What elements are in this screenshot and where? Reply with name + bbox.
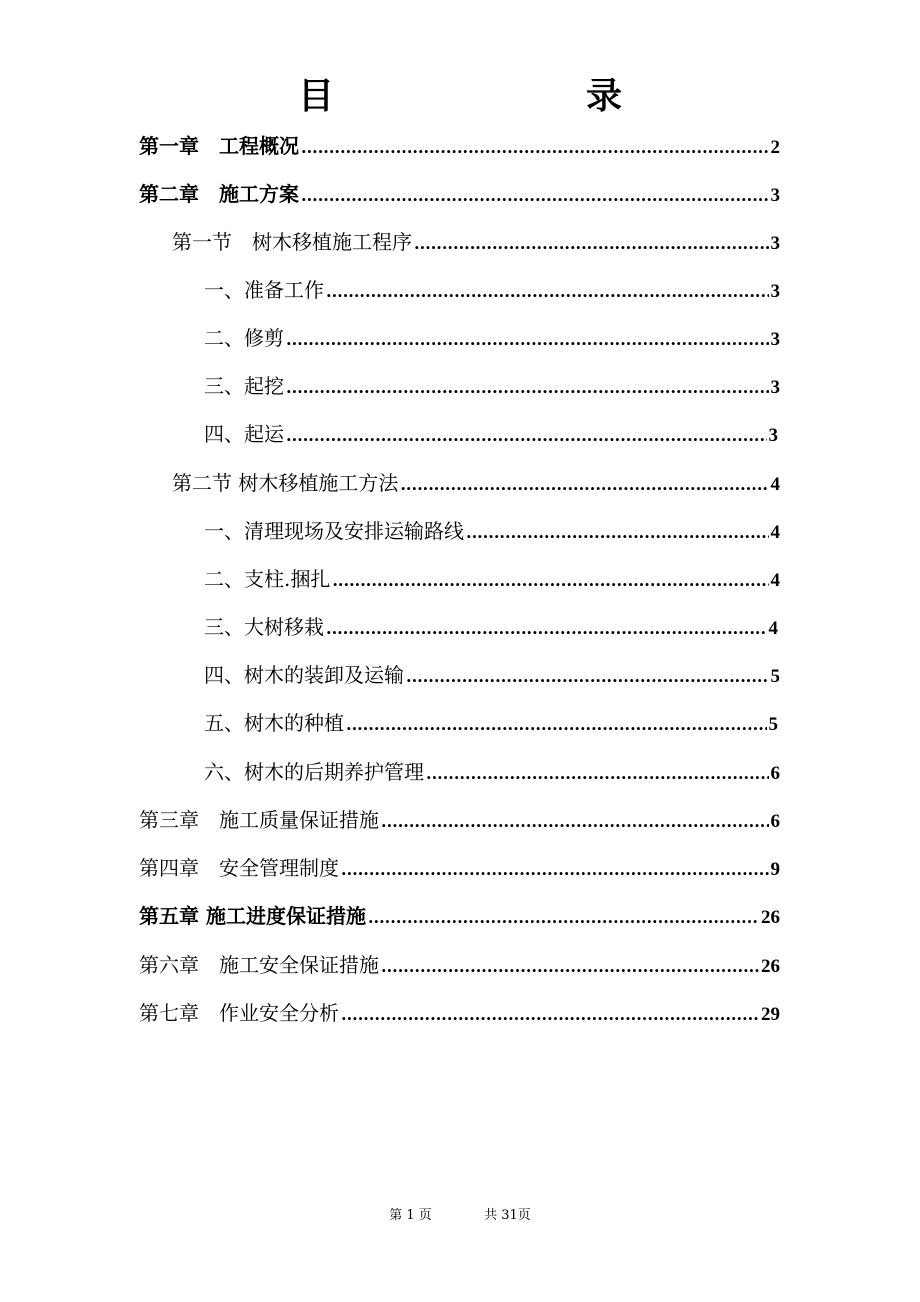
toc-entry-item-pruning[interactable]	[204, 323, 780, 353]
toc-leader-dots	[346, 710, 767, 740]
toc-title: 目 录	[297, 75, 682, 117]
toc-entry-item-transport[interactable]	[204, 419, 778, 449]
toc-entry-chapter-7[interactable]	[139, 998, 780, 1028]
toc-leader-dots	[286, 421, 767, 451]
toc-entry-page: 5	[770, 666, 780, 687]
toc-entry-label: 二、修剪	[204, 326, 284, 350]
toc-entry-label: 五、树木的种植	[204, 711, 344, 735]
toc-entry-page: 3	[770, 377, 780, 398]
toc-entry-item-maintenance[interactable]	[204, 757, 780, 787]
toc-entry-label: 第五章 施工进度保证措施	[139, 904, 366, 928]
toc-entry-page: 5	[768, 714, 778, 735]
toc-entry-page: 3	[770, 329, 780, 350]
toc-leader-dots	[426, 759, 769, 789]
current-page-number: 第 1 页	[389, 1208, 432, 1223]
toc-leader-dots	[301, 181, 769, 211]
toc-entry-label: 第一章 工程概况	[139, 134, 299, 158]
toc-entry-page: 6	[770, 811, 780, 832]
toc-entry-label: 二、支柱.捆扎	[204, 567, 331, 591]
toc-entry-item-loading[interactable]	[204, 660, 780, 690]
toc-entry-chapter-1[interactable]	[139, 131, 780, 161]
toc-entry-page: 3	[770, 281, 780, 302]
toc-entry-page: 4	[768, 618, 778, 639]
toc-entry-page: 4	[770, 522, 780, 543]
toc-entry-page: 3	[768, 425, 778, 446]
toc-leader-dots	[326, 277, 769, 307]
toc-entry-item-support-binding[interactable]	[204, 564, 780, 594]
total-page-count: 共 31页	[484, 1208, 531, 1223]
toc-entry-label: 三、大树移栽	[204, 615, 324, 639]
toc-leader-dots	[286, 325, 769, 355]
toc-entry-page: 4	[770, 474, 780, 495]
toc-entry-chapter-4[interactable]	[139, 853, 780, 883]
toc-entry-chapter-5[interactable]	[139, 901, 780, 931]
toc-entry-item-preparation[interactable]	[204, 275, 780, 305]
toc-entry-page: 29	[761, 1004, 780, 1025]
toc-entry-label: 一、清理现场及安排运输路线	[204, 519, 464, 543]
toc-entry-label: 第七章 作业安全分析	[139, 1001, 339, 1025]
toc-entry-label: 第六章 施工安全保证措施	[139, 953, 379, 977]
toc-entry-chapter-2[interactable]	[139, 179, 780, 209]
toc-entry-label: 三、起挖	[204, 374, 284, 398]
toc-leader-dots	[414, 229, 769, 259]
toc-entry-page: 2	[770, 137, 780, 158]
toc-entry-page: 26	[761, 956, 780, 977]
toc-entry-label: 第二节 树木移植施工方法	[172, 471, 399, 495]
toc-leader-dots	[381, 807, 769, 837]
toc-leader-dots	[466, 518, 769, 548]
toc-leader-dots	[381, 952, 759, 982]
toc-entry-item-site-clearing[interactable]	[204, 516, 780, 546]
toc-entry-label: 第四章 安全管理制度	[139, 856, 339, 880]
toc-leader-dots	[406, 662, 769, 692]
toc-leader-dots	[301, 133, 769, 163]
toc-entry-section-2-2[interactable]	[172, 468, 780, 498]
toc-entry-label: 第二章 施工方案	[139, 182, 299, 206]
toc-entry-item-planting[interactable]	[204, 708, 778, 738]
toc-leader-dots	[326, 614, 767, 644]
page-footer	[0, 1206, 920, 1226]
toc-entry-item-digging[interactable]	[204, 371, 780, 401]
toc-leader-dots	[368, 903, 759, 933]
toc-entry-page: 9	[770, 859, 780, 880]
toc-entry-page: 3	[770, 185, 780, 206]
toc-entry-section-2-1[interactable]	[172, 227, 780, 257]
toc-leader-dots	[400, 470, 768, 500]
toc-entry-label: 第三章 施工质量保证措施	[139, 808, 379, 832]
toc-entry-chapter-3[interactable]	[139, 805, 780, 835]
toc-leader-dots	[341, 855, 769, 885]
toc-leader-dots	[286, 373, 769, 403]
toc-entry-label: 六、树木的后期养护管理	[204, 760, 424, 784]
toc-entry-page: 6	[770, 763, 780, 784]
toc-leader-dots	[332, 566, 768, 596]
toc-entry-label: 一、准备工作	[204, 278, 324, 302]
toc-entry-chapter-6[interactable]	[139, 950, 780, 980]
toc-entry-page: 26	[761, 907, 780, 928]
toc-entry-label: 四、树木的装卸及运输	[204, 663, 404, 687]
toc-entry-item-large-tree[interactable]	[204, 612, 778, 642]
toc-entry-label: 第一节 树木移植施工程序	[172, 230, 412, 254]
toc-entry-label: 四、起运	[204, 422, 284, 446]
toc-leader-dots	[341, 1000, 759, 1030]
toc-entry-page: 4	[770, 570, 780, 591]
toc-entry-page: 3	[770, 233, 780, 254]
